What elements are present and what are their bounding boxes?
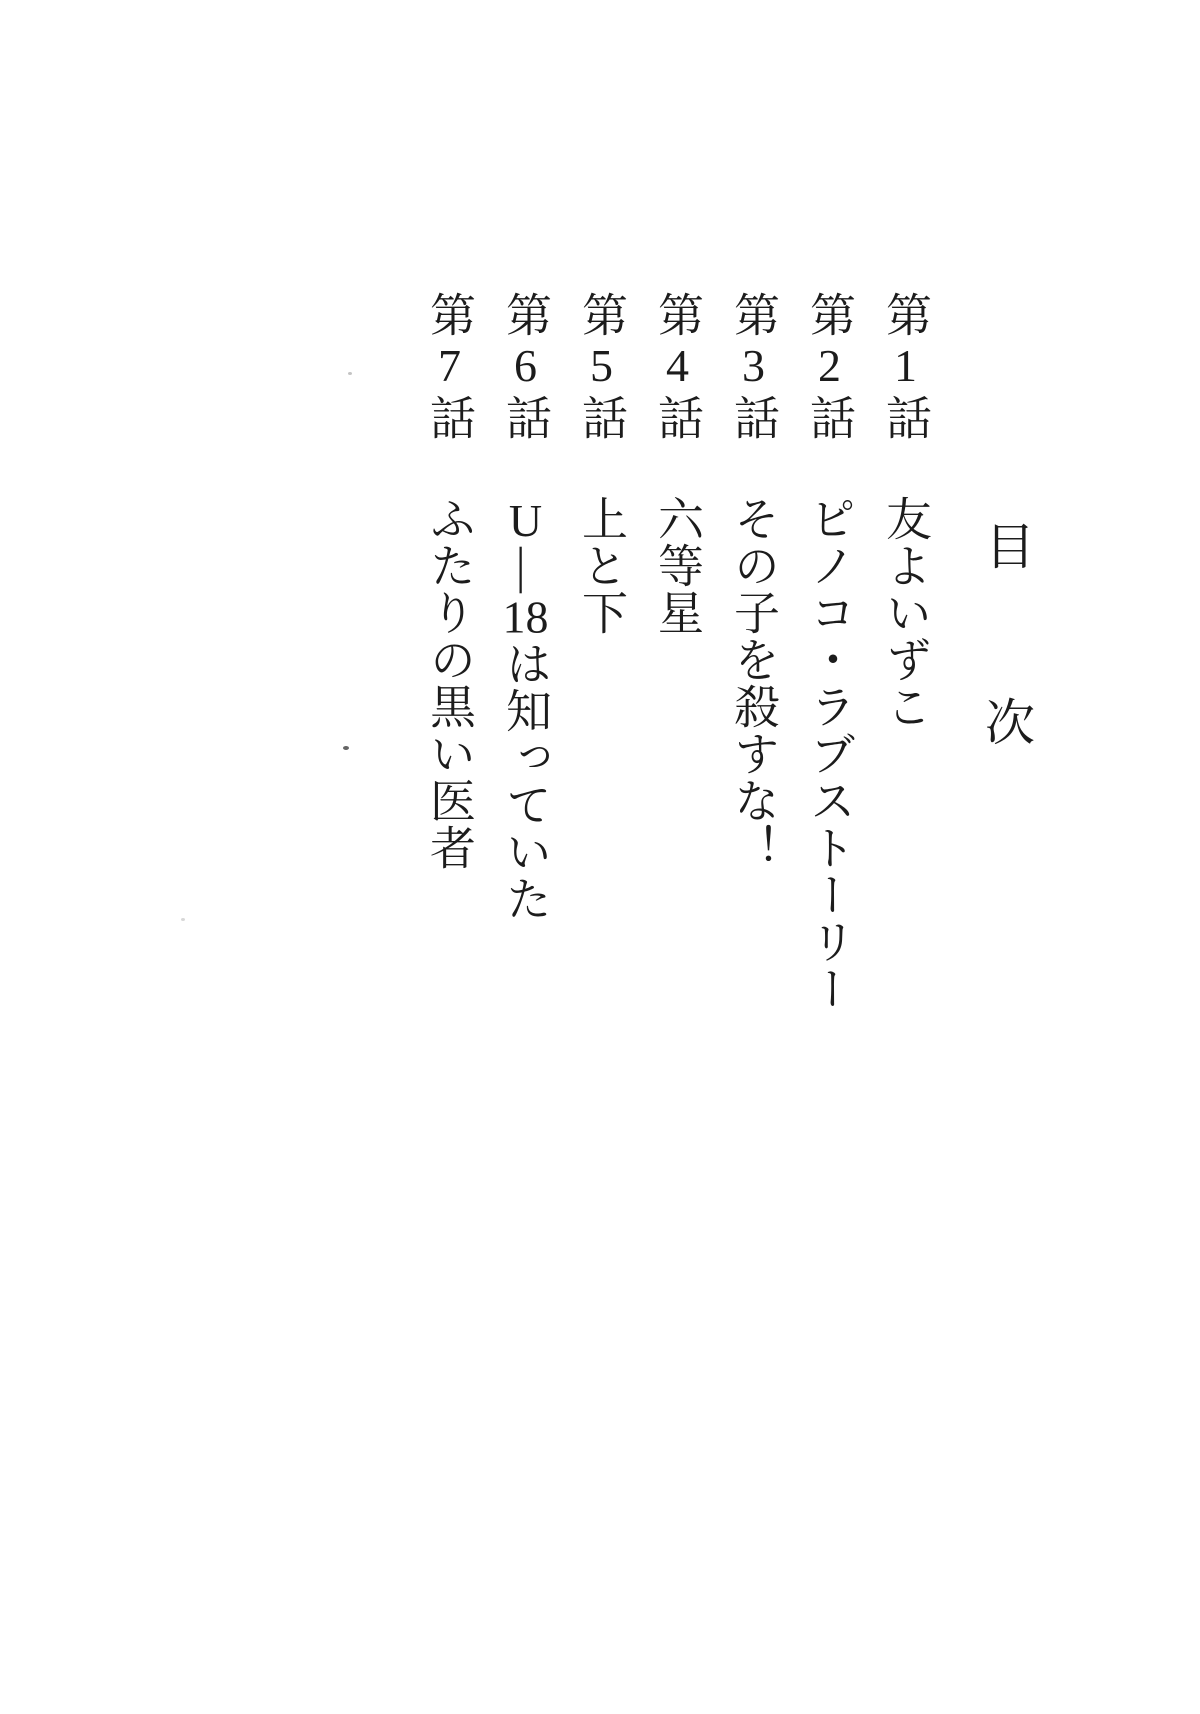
chapter-label: 第5話 [576, 291, 627, 443]
scan-speck [181, 918, 185, 921]
chapter-title: 六等星 [652, 495, 703, 636]
chapter-item [424, 291, 475, 1012]
chapter-item [804, 291, 855, 1012]
chapter-label: 第6話 [500, 291, 551, 443]
chapter-title: 友よいずこ [880, 495, 931, 730]
chapter-label: 第4話 [652, 291, 703, 443]
chapter-title: その子を殺すな！ [728, 495, 779, 871]
scan-speck [348, 372, 352, 375]
chapter-item [576, 291, 627, 1012]
scan-speck [343, 746, 349, 750]
chapter-list [424, 291, 931, 1012]
chapter-label: 第2話 [804, 291, 855, 443]
chapter-label: 第3話 [728, 291, 779, 443]
chapter-item [500, 291, 551, 1012]
chapter-title: U―18は知っていた [500, 495, 551, 922]
chapter-item [652, 291, 703, 1012]
chapter-title: 上と下 [576, 495, 627, 636]
chapter-item [880, 291, 931, 1012]
chapter-item [728, 291, 779, 1012]
chapter-title: ピノコ・ラブストーリー [804, 495, 855, 1012]
chapter-label: 第7話 [424, 291, 475, 443]
page-title: 目次 [978, 520, 1034, 872]
chapter-label: 第1話 [880, 291, 931, 443]
chapter-title: ふたりの黒い医者 [424, 495, 475, 871]
